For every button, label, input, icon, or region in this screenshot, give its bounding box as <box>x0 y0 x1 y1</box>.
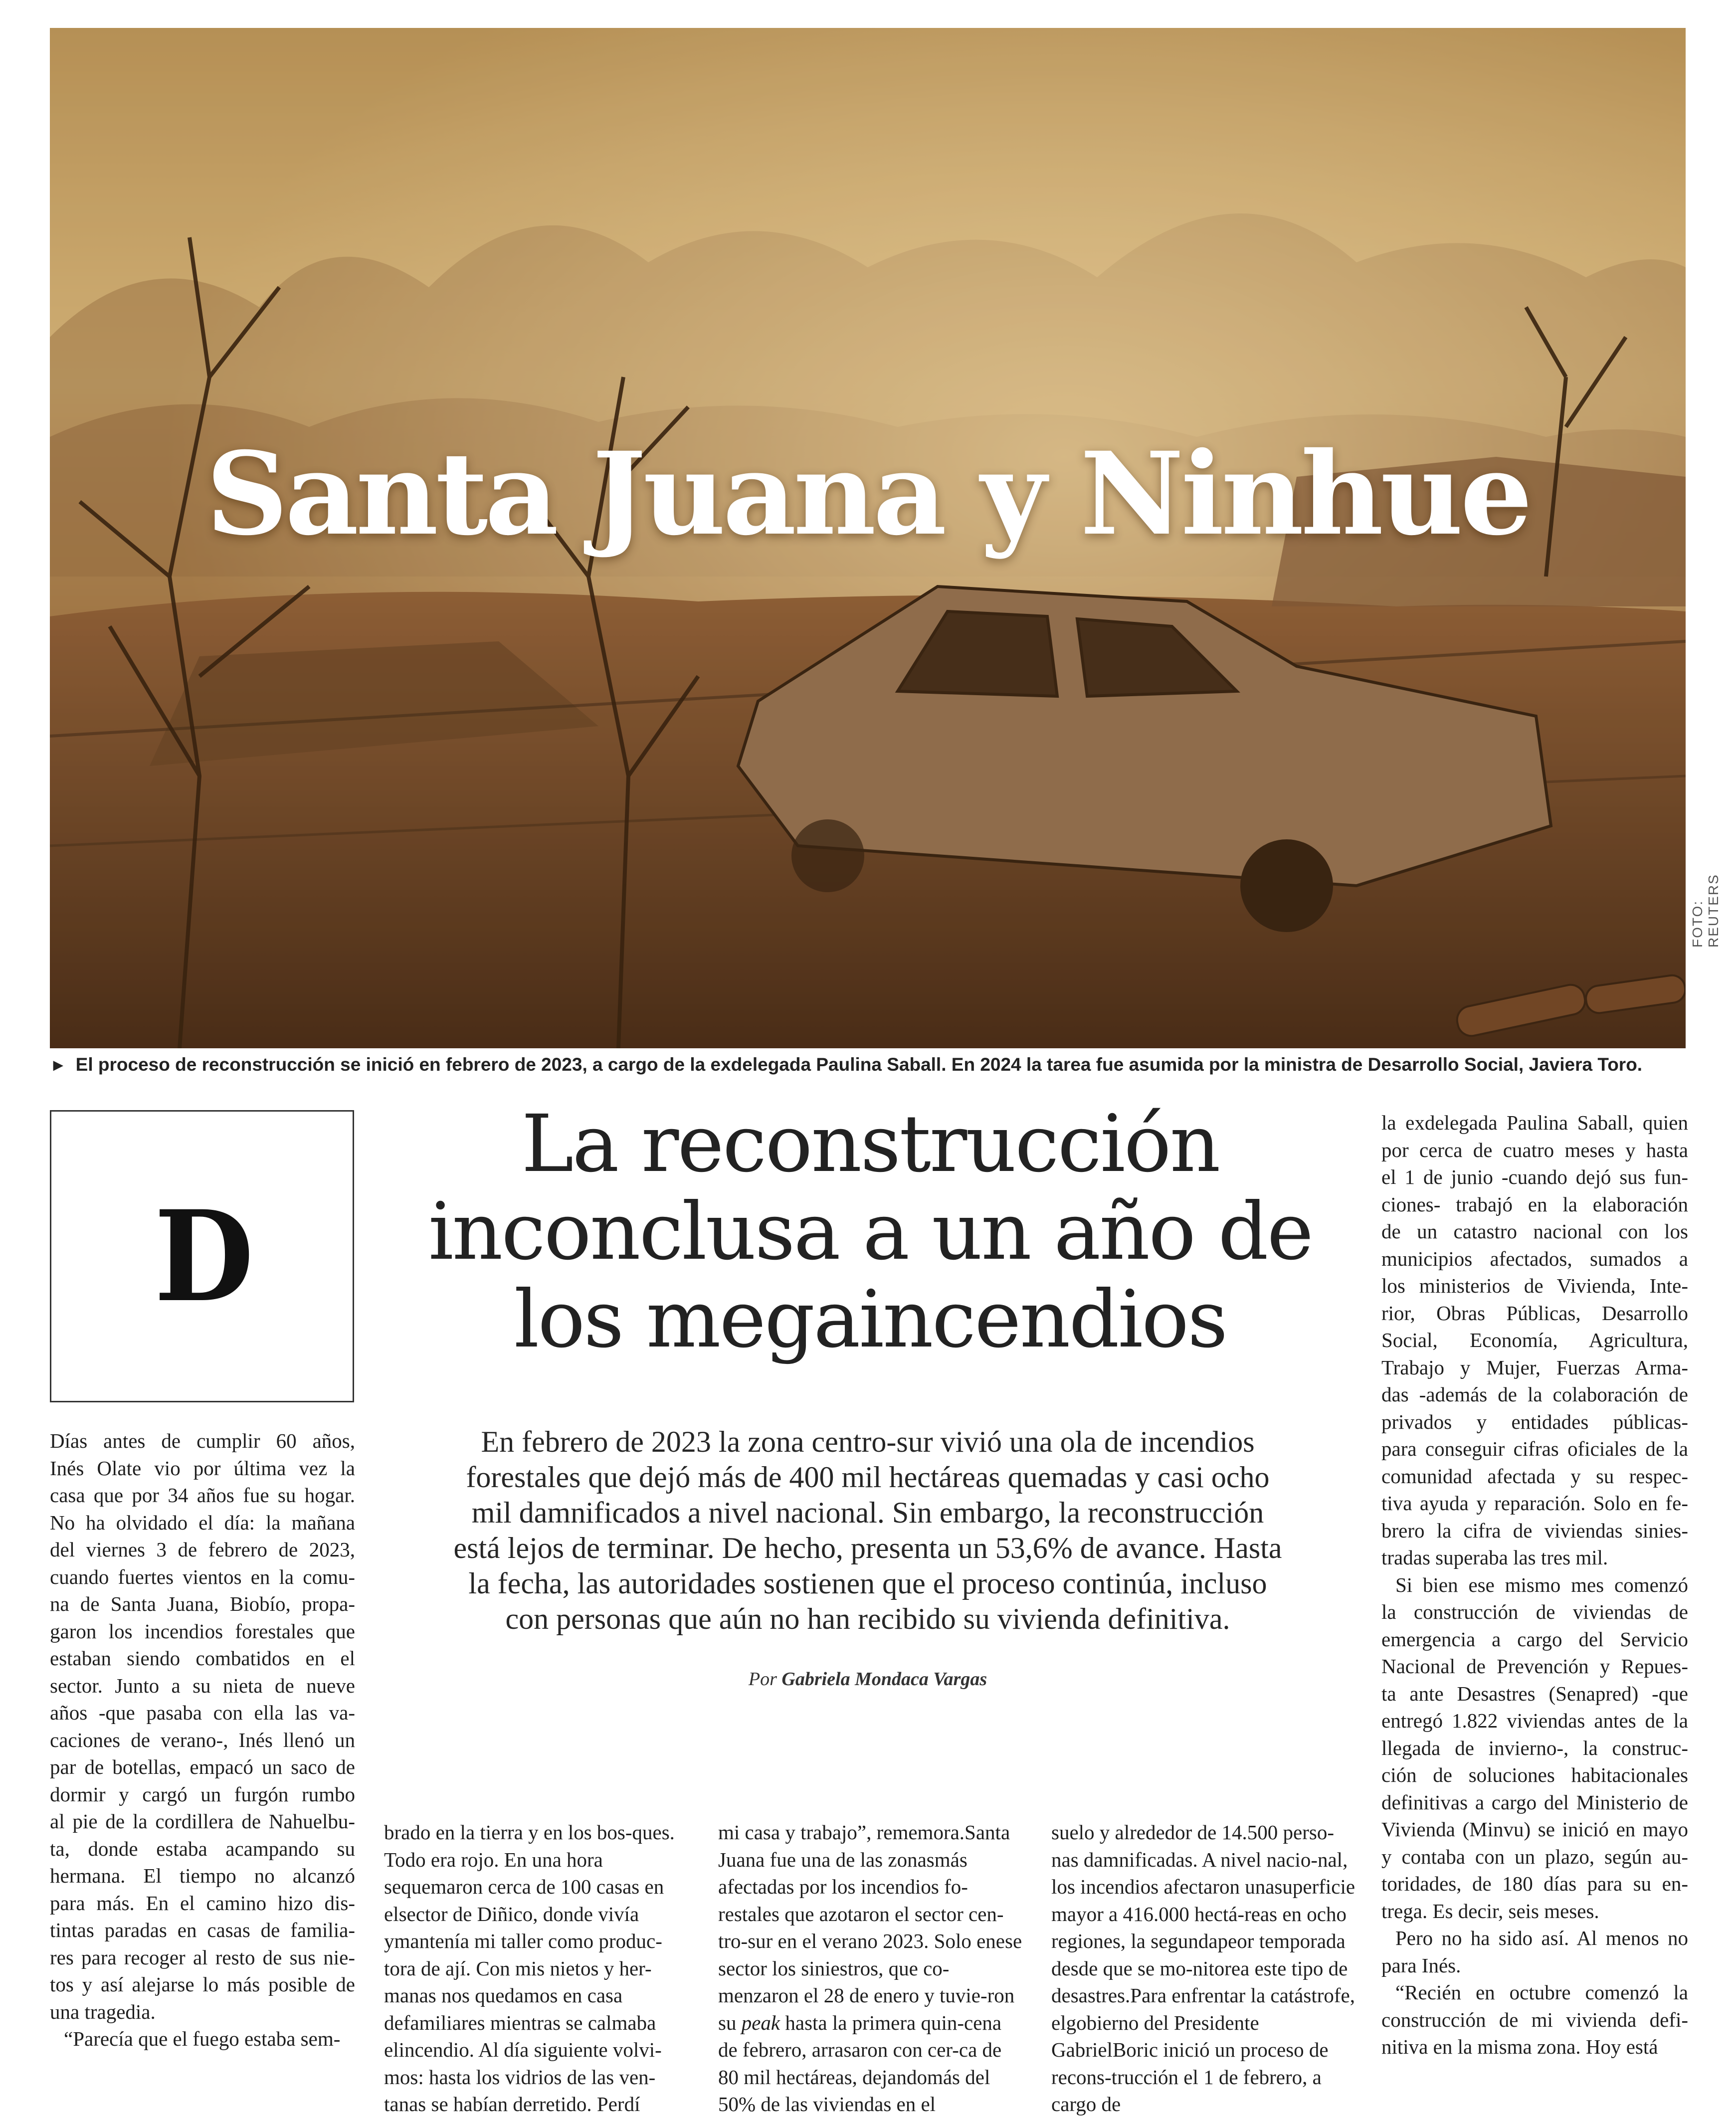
body-line: rior, Obras Públicas, Desarrollo <box>1381 1301 1688 1325</box>
body-line: para más. En el camino hizo dis- <box>50 1891 355 1915</box>
lead-line: está lejos de terminar. De hecho, presenta un 53,6% de avance. Hasta <box>453 1532 1282 1564</box>
body-line: Para enfrentar la catástrofe, el <box>1051 1984 1355 2034</box>
body-line: ca de 80 mil hectáreas, dejando <box>718 2038 1002 2089</box>
body-line: trucción el 1 de febrero, a cargo de <box>1051 2065 1322 2116</box>
hero-photo <box>50 28 1686 1048</box>
body-line: nitiva en la misma zona. Hoy está <box>1381 2035 1658 2058</box>
body-line: más afectadas por los incendios fo- <box>718 1848 968 1898</box>
body-line: par de botellas, empacó un saco de <box>50 1755 355 1778</box>
body-line: el 1 de junio -cuando dejó sus fun- <box>1381 1165 1688 1188</box>
body-line: entregó 1.822 viviendas antes de la <box>1381 1709 1688 1732</box>
body-line: superficie mayor a 416.000 hectá- <box>1051 1875 1355 1925</box>
body-line: Social, Economía, Agricultura, <box>1381 1329 1688 1351</box>
body-line: incendio. Al día siguiente volvi- <box>398 2038 662 2061</box>
body-line: una tragedia. <box>50 2000 156 2023</box>
body-column-5 <box>1381 1109 1688 2061</box>
body-line: brado en la tierra y en los bos- <box>384 1821 632 1844</box>
body-line: la exdelegada Paulina Saball, quien <box>1381 1111 1688 1134</box>
body-line: quemaron cerca de 100 casas en el <box>384 1875 664 1925</box>
body-line: familiares mientras se calmaba el <box>384 2011 656 2061</box>
body-line: privados y entidades públicas- <box>1381 1410 1688 1433</box>
body-line: gobierno del Presidente Gabriel <box>1051 2011 1259 2061</box>
photo-credit: FOTO: REUTERS <box>1690 874 1721 948</box>
body-line: para conseguir cifras oficiales de la <box>1381 1437 1688 1460</box>
body-line: hermana. El tiempo no alcanzó <box>50 1864 355 1887</box>
body-line: tos y así alejarse lo más posible de <box>50 1973 355 1996</box>
body-line: tanas se habían derretido. Perdí <box>384 2093 640 2116</box>
byline <box>394 1668 1342 1690</box>
body-line: Boric inició un proceso de recons- <box>1051 2038 1329 2089</box>
lead-paragraph <box>394 1424 1342 1637</box>
headline-line: inconclusa a un año de <box>428 1186 1313 1278</box>
body-line: comunidad afectada y su respec- <box>1381 1464 1688 1488</box>
body-line: cena de febrero, arrasaron con cer- <box>718 2011 1002 2061</box>
body-line: construcción de mi vivienda defi- <box>1381 2008 1688 2031</box>
body-line: na de Santa Juana, Biobío, propa- <box>50 1592 355 1615</box>
body-line: menzaron el 28 de enero y tuvie- <box>718 1984 987 2007</box>
body-line: la construcción de viviendas de <box>1381 1600 1688 1623</box>
body-line: “Recién en octubre comenzó la <box>1395 1981 1688 2004</box>
body-line: suelo y alrededor de 14.500 perso- <box>1051 1821 1334 1844</box>
lead-line: mil damnificados a nivel nacional. Sin embargo, la reconstrucción <box>471 1496 1264 1529</box>
lead-line: forestales que dejó más de 400 mil hectáreas quemadas y casi ocho <box>466 1461 1270 1494</box>
body-line: ta ante Desastres (Senapred) -que <box>1381 1682 1688 1705</box>
body-line: peor temporada desde que se mo- <box>1051 1929 1346 1980</box>
body-line: tintas paradas en casas de familia- <box>50 1919 355 1941</box>
lead-line: con personas que aún no han recibido su vivienda definitiva. <box>505 1602 1230 1635</box>
body-line: No ha olvidado el día: la mañana <box>50 1511 355 1534</box>
body-column-3 <box>718 1819 1022 2118</box>
caption-text: El proceso de reconstrucción se inició en febrero de 2023, a cargo de la exdelegada Paulina Saball. En 2024 la tarea fue asumida por la ministra de Desarrollo Social, Javiera Toro. <box>75 1054 1643 1075</box>
body-line: das -además de la colaboración de <box>1381 1383 1688 1406</box>
body-line: garon los incendios forestales que <box>50 1619 355 1643</box>
body-line: por cerca de cuatro meses y hasta <box>1381 1138 1688 1161</box>
body-line: reas en ocho regiones, la segunda <box>1051 1902 1347 1952</box>
body-line: ese sector los siniestros, que co- <box>718 1929 1022 1980</box>
body-line: restales que azotaron el sector cen- <box>718 1902 1004 1925</box>
body-line: ta, donde estaba acampando su <box>50 1837 355 1860</box>
body-line: toridades, de 180 días para su en- <box>1381 1872 1688 1895</box>
body-line: trega. Es decir, seis meses. <box>1381 1899 1599 1923</box>
body-line: Vivienda (Minvu) se inició en mayo <box>1381 1818 1688 1841</box>
body-line: Nacional de Prevención y Repues- <box>1381 1655 1688 1678</box>
body-line: Inés Olate vio por última vez la <box>50 1456 355 1480</box>
body-line: Pero no ha sido así. Al menos no <box>1395 1926 1688 1949</box>
body-line: brero la cifra de viviendas sinies- <box>1381 1519 1688 1542</box>
body-line: estaban siendo combatidos en el <box>50 1647 355 1670</box>
body-line: nas damnificadas. A nivel nacio- <box>1051 1848 1318 1871</box>
body-line: res para recoger al resto de sus nie- <box>50 1945 355 1969</box>
body-column-1 <box>50 1427 355 2053</box>
body-line: Si bien ese mismo mes comenzó <box>1395 1573 1688 1596</box>
body-line: ciones- trabajó en la elaboración <box>1381 1192 1688 1216</box>
byline-author: Gabriela Mondaca Vargas <box>781 1669 987 1690</box>
headline <box>379 1100 1361 1363</box>
body-line: mos: hasta los vidrios de las ven- <box>384 2065 656 2089</box>
body-line: Días antes de cumplir 60 años, <box>50 1429 355 1452</box>
body-line: mi casa y trabajo”, rememora. <box>718 1821 965 1844</box>
body-line: sector. Junto a su nieta de nueve <box>50 1674 355 1697</box>
body-line: sector de Diñico, donde vivía y <box>384 1902 639 1952</box>
body-line: los ministerios de Vivienda, Inte- <box>1381 1274 1688 1297</box>
body-line: caciones de verano-, Inés llenó un <box>50 1728 355 1751</box>
body-line: Trabajo y Mujer, Fuerzas Arma- <box>1381 1355 1688 1379</box>
body-line: ques. Todo era rojo. En una hora se <box>384 1821 675 1898</box>
body-line: cuando fuertes vientos en la comu- <box>50 1565 355 1588</box>
body-line: municipios afectados, sumados a <box>1381 1247 1688 1270</box>
body-line: para Inés. <box>1381 1953 1461 1977</box>
body-line: mantenía mi taller como produc- <box>394 1929 662 1952</box>
byline-prefix: Por <box>748 1669 777 1690</box>
body-line: y contaba con un plazo, según au- <box>1381 1845 1688 1868</box>
photo-caption <box>50 1054 1691 1075</box>
body-line: ción de soluciones habitacionales <box>1381 1763 1688 1786</box>
body-line: tiva ayuda y reparación. Solo en fe- <box>1381 1492 1688 1515</box>
body-line: años -que pasaba con ella las va- <box>50 1701 355 1724</box>
caption-arrow-icon: ► <box>50 1056 67 1075</box>
body-line: de un catastro nacional con los <box>1381 1220 1688 1243</box>
body-line: tora de ají. Con mis nietos y her- <box>384 1956 652 1980</box>
body-line: nal, los incendios afectaron una <box>1051 1848 1348 1898</box>
section-letter: D <box>154 1183 250 1330</box>
body-line: ron su peak hasta la primera quin- <box>718 1984 1015 2034</box>
body-line: manas nos quedamos en casa de <box>384 1984 623 2034</box>
body-line: nitorea este tipo de desastres. <box>1051 1956 1348 2007</box>
lead-line: En febrero de 2023 la zona centro-sur vivió una ola de incendios <box>481 1425 1255 1458</box>
lead-line: la fecha, las autoridades sostienen que el proceso continúa, incluso <box>468 1567 1267 1600</box>
section-logo-box <box>50 1110 354 1402</box>
body-line: tro-sur en el verano 2023. Solo en <box>718 1929 996 1952</box>
body-line: emergencia a cargo del Servicio <box>1381 1627 1688 1651</box>
body-line: Santa Juana fue una de las zonas <box>718 1821 1010 1871</box>
body-line: llegada de invierno-, la construc- <box>1381 1736 1688 1759</box>
body-column-2 <box>384 1819 688 2118</box>
photo-title: Santa Juana y Ninhue <box>205 427 1530 561</box>
headline-line: los megaincendios <box>514 1274 1227 1365</box>
headline-line: La reconstrucción <box>521 1098 1219 1190</box>
body-line: más del 50% de las viviendas en el <box>718 2065 990 2116</box>
body-line: al pie de la cordillera de Nahuelbu- <box>50 1810 355 1833</box>
body-line: dormir y cargó un furgón rumbo <box>50 1782 355 1806</box>
body-line: tradas superaba las tres mil. <box>1381 1546 1608 1569</box>
body-line: “Parecía que el fuego estaba sem- <box>64 2027 341 2050</box>
body-line: del viernes 3 de febrero de 2023, <box>50 1538 355 1561</box>
body-line: casa que por 34 años fue su hogar. <box>50 1484 355 1507</box>
body-line: definitivas a cargo del Ministerio de <box>1381 1790 1688 1814</box>
body-column-4 <box>1051 1819 1355 2118</box>
